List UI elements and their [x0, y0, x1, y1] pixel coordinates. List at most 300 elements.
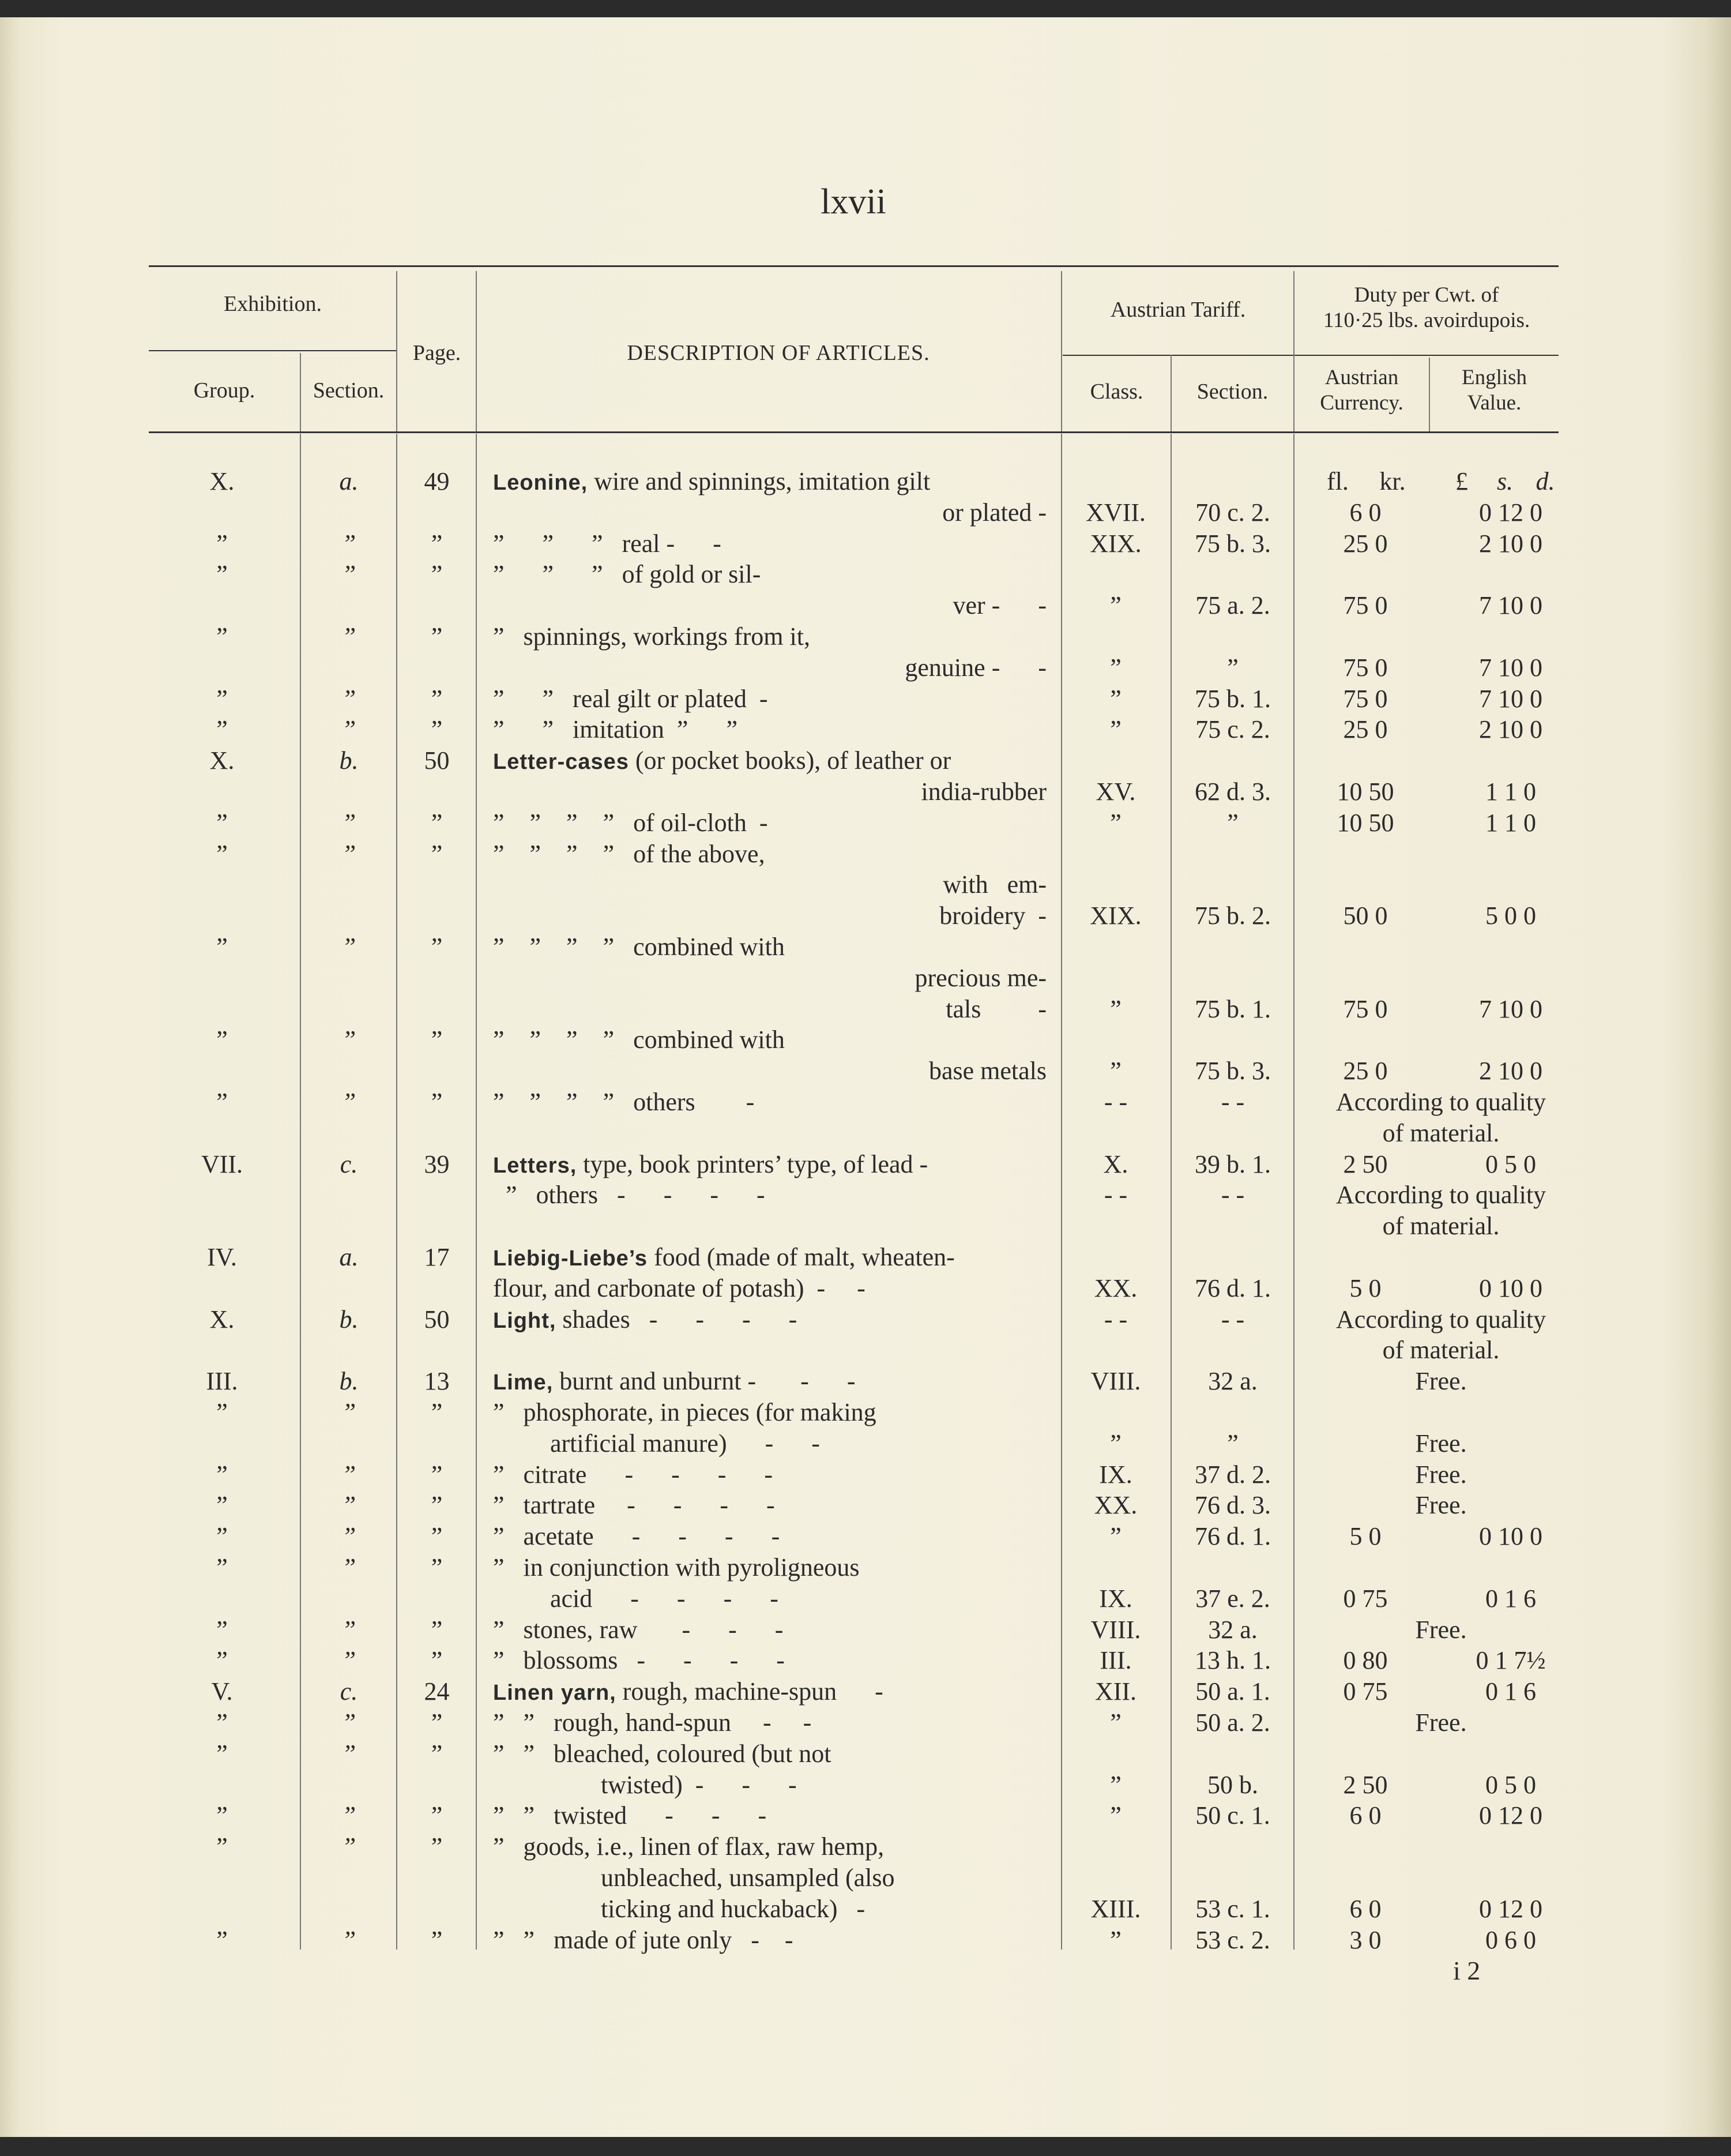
table-row [0, 1583, 1731, 1614]
description-text: food (made of malt, wheaten- [654, 1243, 955, 1271]
tariff-section-cell: 37 e. 2. [1195, 1584, 1270, 1613]
class-cell: XIX. [1090, 529, 1142, 558]
description-cell [493, 1180, 1081, 1211]
tariff-section-cell: 53 c. 1. [1195, 1895, 1270, 1923]
description-continuation: base metals [928, 1057, 1047, 1085]
tariff-section-cell: 76 d. 1. [1195, 1274, 1271, 1302]
header-group: Group. [193, 378, 255, 403]
english-value-cell: 0 10 0 [1479, 1274, 1542, 1302]
group-cell: ” [216, 1522, 228, 1550]
class-cell: XIII. [1090, 1895, 1141, 1923]
page-cell: ” [431, 809, 443, 837]
tariff-section-cell: 75 a. 2. [1195, 591, 1270, 619]
table-row [0, 1645, 1731, 1676]
article-headword: Leonine, [493, 471, 588, 495]
table-row [0, 994, 1731, 1025]
table-row [0, 528, 1731, 559]
english-value-cell: 2 10 0 [1479, 1057, 1542, 1085]
tariff-section-cell: 32 a. [1208, 1367, 1258, 1395]
description-text: ” ” made of jute only - - [493, 1926, 793, 1954]
class-cell: IX. [1099, 1584, 1132, 1613]
duty-note-cell: Free. [1415, 1367, 1467, 1395]
table-row [0, 1304, 1731, 1335]
english-value-cell: 1 1 0 [1485, 777, 1536, 806]
class-cell: ” [1110, 995, 1122, 1023]
english-value-cell: 0 10 0 [1479, 1522, 1542, 1550]
unit-shilling: s. [1496, 467, 1514, 495]
austrian-currency-cell: 6 0 [1349, 1895, 1382, 1923]
austrian-currency-cell: 2 50 [1343, 1771, 1388, 1799]
class-cell: III. [1100, 1646, 1132, 1674]
section-cell: ” [341, 715, 356, 743]
section-cell: ” [341, 622, 356, 651]
group-cell: ” [216, 1708, 228, 1737]
austrian-currency-cell: 10 50 [1337, 809, 1394, 837]
tariff-section-cell: 50 c. 1. [1195, 1801, 1270, 1830]
section-cell: ” [341, 1616, 356, 1644]
header-divider [476, 271, 477, 431]
description-cell [493, 1583, 1081, 1614]
english-value-cell: 0 1 6 [1485, 1677, 1536, 1706]
section-cell: ” [341, 685, 356, 713]
class-cell: XII. [1094, 1677, 1137, 1706]
english-value-cell: 0 5 0 [1485, 1771, 1536, 1799]
table-row [0, 1707, 1731, 1738]
header-exhibition: Exhibition. [224, 292, 322, 316]
section-cell: ” [341, 1491, 356, 1519]
section-cell: a. [339, 467, 359, 495]
tariff-section-cell: 75 c. 2. [1195, 715, 1270, 743]
description-cell [493, 621, 1081, 652]
tariff-section-cell: 32 a. [1208, 1616, 1258, 1644]
tariff-section-cell: 53 c. 2. [1195, 1926, 1270, 1954]
group-cell: ” [216, 1491, 228, 1519]
table-row [0, 839, 1731, 870]
page-cell: ” [431, 1926, 443, 1954]
table-row [0, 1273, 1731, 1304]
table-row [0, 1335, 1731, 1366]
austrian-currency-cell: 75 0 [1343, 995, 1388, 1023]
description-cell [493, 931, 1081, 963]
duty-note-cell: According to quality [1335, 1088, 1546, 1116]
page-cell: ” [431, 933, 443, 961]
description-text: ” ” bleached, coloured (but not [493, 1740, 831, 1768]
description-cell [493, 683, 1081, 715]
table-row [0, 1056, 1731, 1087]
tariff-section-cell: 75 b. 2. [1195, 902, 1271, 930]
austrian-currency-cell: 6 0 [1349, 1801, 1382, 1830]
duty-note-cell: Free. [1415, 1429, 1467, 1458]
class-cell: - - [1104, 1181, 1128, 1209]
class-cell: ” [1110, 1801, 1122, 1830]
english-value-cell: 0 12 0 [1479, 1801, 1542, 1830]
tariff-section-cell: ” [1227, 653, 1239, 682]
section-cell: ” [341, 1460, 356, 1489]
description-cell [493, 1862, 1081, 1894]
class-cell: VIII. [1090, 1367, 1141, 1395]
class-cell: X. [1103, 1150, 1128, 1178]
tariff-section-cell: 75 b. 3. [1195, 529, 1271, 558]
group-cell: ” [216, 1398, 228, 1426]
table-row [0, 714, 1731, 745]
description-text: ” spinnings, workings from it, [493, 622, 810, 651]
article-headword: Light, [493, 1309, 556, 1333]
section-cell: ” [341, 1801, 356, 1830]
section-cell: ” [341, 1398, 356, 1426]
description-text: ” ” ” real - - [493, 529, 721, 558]
header-tariff-section: Section. [1196, 380, 1269, 404]
article-headword: Lime, [493, 1370, 554, 1395]
group-cell: III. [206, 1367, 238, 1395]
group-cell: ” [216, 1926, 228, 1954]
description-cell [493, 1800, 1081, 1831]
description-cell [493, 994, 1081, 1025]
description-text: shades - - - - [562, 1305, 797, 1334]
class-cell: IX. [1099, 1460, 1132, 1489]
header-austrian-tariff: Austrian Tariff. [1110, 298, 1246, 322]
description-continuation: india-rubber [921, 777, 1047, 806]
tariff-section-cell: 50 b. [1207, 1771, 1258, 1799]
english-value-cell: 0 1 7½ [1476, 1646, 1546, 1674]
group-cell: ” [216, 685, 228, 713]
english-value-cell: 0 5 0 [1485, 1150, 1536, 1178]
class-cell: ” [1110, 1057, 1122, 1085]
description-text: ” ” ” ” of the above, [493, 840, 765, 868]
page-cell: 17 [424, 1243, 450, 1271]
table-row [0, 807, 1731, 839]
section-cell: ” [341, 1522, 356, 1550]
duty-note-cell: Free. [1415, 1616, 1467, 1644]
class-cell: XIX. [1090, 902, 1142, 930]
description-continuation: genuine - - [905, 653, 1047, 682]
description-cell [493, 652, 1081, 683]
page-cell: ” [431, 560, 443, 588]
description-cell [493, 1770, 1081, 1801]
tariff-section-cell: 13 h. 1. [1195, 1646, 1271, 1674]
table-row [0, 559, 1731, 590]
english-value-cell: 7 10 0 [1479, 591, 1542, 619]
table-row [0, 1242, 1731, 1273]
duty-note-cell: According to quality [1335, 1305, 1546, 1334]
class-cell: ” [1110, 1522, 1122, 1550]
group-cell: ” [216, 1026, 228, 1054]
header-class: Class. [1090, 380, 1143, 404]
page-cell: ” [431, 1832, 443, 1861]
page-cell: ” [431, 1491, 443, 1519]
description-text: acid - - - - [493, 1584, 778, 1613]
austrian-currency-cell: 2 50 [1343, 1150, 1388, 1178]
page-cell: ” [431, 1522, 443, 1550]
section-cell: ” [341, 1740, 356, 1768]
class-cell: ” [1110, 653, 1122, 682]
austrian-currency-cell: 75 0 [1343, 591, 1388, 619]
tariff-section-cell: 50 a. 1. [1195, 1677, 1270, 1706]
group-cell: X. [209, 467, 235, 495]
tariff-subrule [1063, 355, 1293, 356]
duty-note-cell: of material. [1382, 1212, 1500, 1240]
header-description: DESCRIPTION OF ARTICLES. [627, 341, 930, 365]
tariff-section-cell: ” [1227, 1429, 1239, 1458]
class-cell: XVII. [1086, 498, 1146, 527]
description-text: ” ” ” ” combined with [493, 933, 785, 961]
group-cell: ” [216, 1801, 228, 1830]
description-cell [493, 714, 1081, 745]
description-cell [493, 1521, 1081, 1552]
scan-edge-top [0, 0, 1731, 17]
description-cell [493, 1366, 1081, 1398]
description-text: ” ” imitation ” ” [493, 715, 737, 743]
tariff-section-cell: 50 a. 2. [1195, 1708, 1270, 1737]
table-row [0, 652, 1731, 683]
duty-note-cell: of material. [1382, 1119, 1500, 1147]
table-row [0, 1925, 1731, 1956]
austrian-currency-cell: 3 0 [1349, 1926, 1382, 1954]
header-english-value-1: English [1461, 366, 1527, 389]
description-text: ” acetate - - - - [493, 1522, 780, 1550]
description-text: artificial manure) - - [493, 1429, 820, 1458]
group-cell: ” [216, 1616, 228, 1644]
class-cell: ” [1110, 685, 1122, 713]
table-row [0, 869, 1731, 900]
table-row [0, 1366, 1731, 1397]
description-text: ” stones, raw - - - [493, 1616, 784, 1644]
description-cell [493, 1459, 1081, 1490]
description-text: twisted) - - - [493, 1771, 797, 1799]
section-cell: b. [339, 1305, 359, 1334]
group-cell: ” [216, 560, 228, 588]
description-text: ” ” ” ” others - [493, 1088, 755, 1116]
austrian-currency-cell: 25 0 [1343, 529, 1388, 558]
description-text: unbleached, unsampled (also [493, 1864, 895, 1892]
group-cell: ” [216, 809, 228, 837]
english-value-cell: 2 10 0 [1479, 529, 1542, 558]
class-cell: ” [1110, 1771, 1122, 1799]
article-headword: Liebig-Liebe’s [493, 1246, 648, 1271]
description-cell [493, 1149, 1081, 1181]
description-cell [493, 745, 1081, 777]
page-cell: ” [431, 1616, 443, 1644]
description-text: (or pocket books), of leather or [635, 746, 951, 775]
table-row [0, 683, 1731, 715]
austrian-currency-cell: 0 75 [1343, 1584, 1388, 1613]
group-cell: X. [209, 746, 235, 775]
austrian-currency-cell: 25 0 [1343, 1057, 1388, 1085]
table-row [0, 963, 1731, 994]
table-row [0, 776, 1731, 807]
description-cell [493, 528, 1081, 559]
description-cell [493, 1397, 1081, 1428]
table-row [0, 1738, 1731, 1770]
table-row [0, 1087, 1731, 1118]
page-cell: ” [431, 715, 443, 743]
page-cell: ” [431, 1088, 443, 1116]
duty-note-cell: According to quality [1335, 1181, 1546, 1209]
scan-edge-bottom [0, 2137, 1731, 2156]
description-cell [493, 1925, 1081, 1956]
page-cell: ” [431, 1646, 443, 1674]
group-cell: ” [216, 1646, 228, 1674]
group-cell: X. [209, 1305, 235, 1334]
group-cell: ” [216, 715, 228, 743]
english-value-cell: 0 12 0 [1479, 498, 1542, 527]
header-austrian-currency-2: Currency. [1320, 391, 1403, 415]
table-row [0, 931, 1731, 963]
description-text: rough, machine-spun - [622, 1677, 883, 1706]
english-value-cell: 0 6 0 [1485, 1926, 1536, 1954]
table-row [0, 1180, 1731, 1211]
description-continuation: ver - - [953, 591, 1047, 619]
section-cell: ” [341, 1026, 356, 1054]
group-cell: IV. [207, 1243, 237, 1271]
description-cell [493, 1490, 1081, 1521]
table-row [0, 900, 1731, 931]
group-cell: ” [216, 622, 228, 651]
table-row [0, 621, 1731, 652]
austrian-currency-cell: 75 0 [1343, 653, 1388, 682]
section-cell: a. [339, 1243, 359, 1271]
group-cell: ” [216, 933, 228, 961]
english-value-cell: 7 10 0 [1479, 653, 1542, 682]
description-cell [493, 1894, 1081, 1925]
section-cell: ” [341, 1708, 356, 1737]
austrian-currency-cell: 6 0 [1349, 498, 1382, 527]
page-cell: ” [431, 1801, 443, 1830]
description-cell [493, 1056, 1081, 1087]
austrian-currency-cell: 25 0 [1343, 715, 1388, 743]
table-row [0, 1862, 1731, 1894]
description-continuation: with em- [943, 870, 1047, 899]
class-cell: XX. [1094, 1491, 1138, 1519]
description-text: ticking and huckaback) - [493, 1895, 866, 1923]
page-cell: ” [431, 1553, 443, 1582]
table-row [0, 1770, 1731, 1801]
austrian-currency-cell: 5 0 [1349, 1274, 1382, 1302]
duty-note-cell: Free. [1415, 1491, 1467, 1519]
header-duty-line1: Duty per Cwt. of [1354, 283, 1499, 307]
description-text: ” ” twisted - - - [493, 1801, 767, 1830]
description-text: ” ” real gilt or plated - [493, 685, 768, 713]
description-cell [493, 1087, 1081, 1118]
group-cell: ” [216, 529, 228, 558]
group-cell: ” [216, 1553, 228, 1582]
description-cell [493, 1831, 1081, 1862]
description-cell [493, 559, 1081, 590]
description-text: type, book printers’ type, of lead - [583, 1150, 928, 1178]
description-continuation: tals - [946, 995, 1047, 1023]
page-cell: 49 [424, 467, 450, 495]
section-cell: ” [341, 529, 356, 558]
table-row [0, 497, 1731, 528]
austrian-currency-cell: 10 50 [1337, 777, 1394, 806]
unit-florin: fl. [1327, 467, 1349, 495]
table-row [0, 745, 1731, 776]
table-row [0, 1552, 1731, 1583]
duty-note-cell: of material. [1382, 1336, 1500, 1364]
section-cell: ” [341, 1832, 356, 1861]
description-text: ” ” ” ” of oil-cloth - [493, 809, 768, 837]
table-row [0, 1894, 1731, 1925]
header-section: Section. [313, 378, 385, 403]
description-text: ” blossoms - - - - [493, 1646, 785, 1674]
description-continuation: precious me- [915, 964, 1047, 992]
header-page: Page. [412, 341, 461, 365]
description-text: ” ” ” ” combined with [493, 1026, 785, 1054]
description-text: ” others - - - - [493, 1181, 765, 1209]
class-cell: ” [1110, 591, 1122, 619]
tariff-section-cell: 75 b. 1. [1195, 685, 1271, 713]
austrian-currency-cell: 5 0 [1349, 1522, 1382, 1550]
page-cell: ” [431, 1460, 443, 1489]
group-cell: V. [211, 1677, 233, 1706]
description-cell [493, 497, 1081, 528]
table-top-rule [149, 265, 1559, 267]
article-headword: Letter-cases [493, 750, 629, 774]
section-cell: ” [341, 809, 356, 837]
section-cell: ” [341, 1926, 356, 1954]
section-cell: ” [341, 1646, 356, 1674]
duty-subrule [1295, 355, 1559, 356]
exhibition-subrule [149, 350, 397, 351]
tariff-section-cell: 75 b. 1. [1195, 995, 1271, 1023]
tariff-section-cell: 76 d. 3. [1195, 1491, 1271, 1519]
group-cell: ” [216, 840, 228, 868]
header-english-value-2: Value. [1467, 391, 1522, 415]
table-row [0, 1800, 1731, 1831]
austrian-currency-cell: 0 75 [1343, 1677, 1388, 1706]
description-cell [493, 1645, 1081, 1676]
description-cell [493, 1242, 1081, 1274]
description-cell [493, 1738, 1081, 1770]
description-cell [493, 1024, 1081, 1056]
header-duty-line2: 110·25 lbs. avoirdupois. [1323, 309, 1530, 332]
english-value-cell: 2 10 0 [1479, 715, 1542, 743]
table-row [0, 1149, 1731, 1180]
tariff-section-cell: - - [1221, 1088, 1245, 1116]
description-text: ” ” rough, hand-spun - - [493, 1708, 812, 1737]
section-cell: ” [341, 840, 356, 868]
header-austrian-currency-1: Austrian [1324, 366, 1399, 389]
description-cell [493, 807, 1081, 839]
unit-pence: d. [1536, 467, 1555, 495]
page-cell: 24 [424, 1677, 450, 1706]
english-value-cell: 7 10 0 [1479, 995, 1542, 1023]
description-cell [493, 839, 1081, 870]
group-cell: ” [216, 1088, 228, 1116]
folio-signature: i 2 [1453, 1956, 1481, 1985]
class-cell: XX. [1094, 1274, 1138, 1302]
class-cell: ” [1110, 1708, 1122, 1737]
page-cell: ” [431, 622, 443, 651]
description-text: ” ” ” of gold or sil- [493, 560, 761, 588]
table-row [0, 1676, 1731, 1707]
description-cell [493, 776, 1081, 807]
class-cell: ” [1110, 1429, 1122, 1458]
page-cell: 50 [424, 746, 450, 775]
table-row [0, 1024, 1731, 1056]
page-cell: ” [431, 840, 443, 868]
page-cell: 13 [424, 1367, 450, 1395]
section-cell: b. [339, 746, 359, 775]
description-cell [493, 1428, 1081, 1459]
austrian-currency-cell: 75 0 [1343, 685, 1388, 713]
class-cell: ” [1110, 809, 1122, 837]
description-text: ” in conjunction with pyroligneous [493, 1553, 860, 1582]
description-cell [493, 1707, 1081, 1738]
description-text: burnt and unburnt - - - [559, 1367, 856, 1395]
section-cell: ” [341, 933, 356, 961]
group-cell: VII. [201, 1150, 243, 1178]
class-cell: XV. [1096, 777, 1136, 806]
